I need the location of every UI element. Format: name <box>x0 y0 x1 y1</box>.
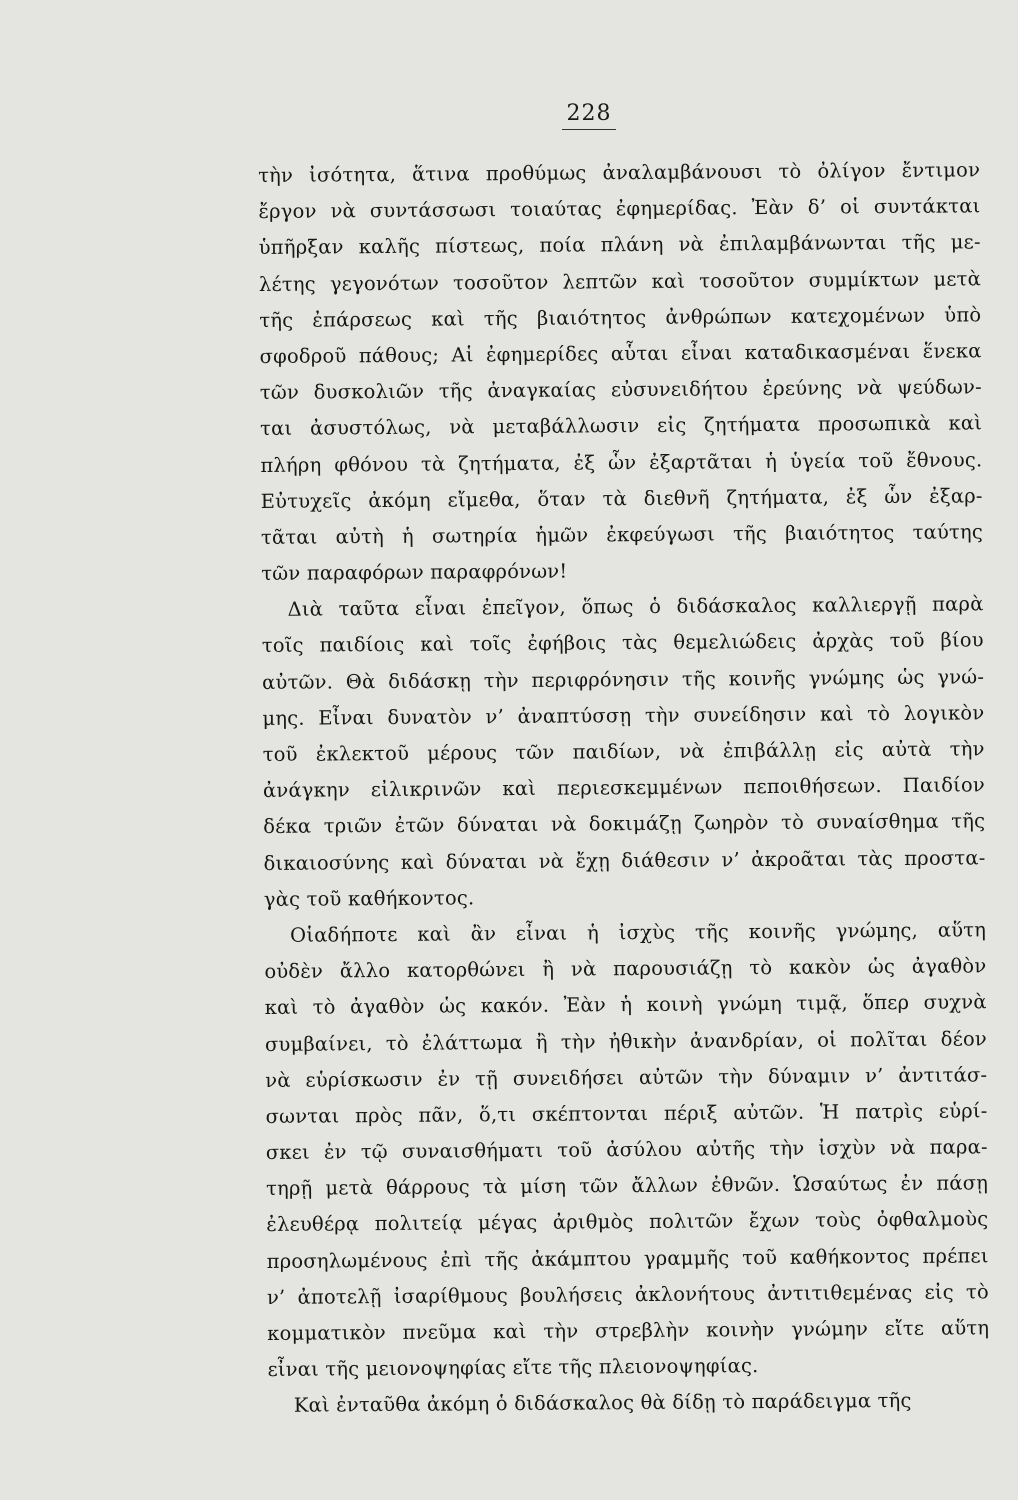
text-line: δέκα τριῶν ἐτῶν δύναται νὰ δοκιμάζῃ ζωηρὸν τὸ συναίσθημα τῆς <box>263 809 986 839</box>
page-header <box>560 100 618 130</box>
text-line: τῶν παραφόρων παραφρόνων! <box>261 559 568 586</box>
text-line: πλήρη φθόνου τὰ ζητήματα, ἐξ ὧν ἐξαρτᾶται ἡ ὑγεία τοῦ ἔθνους. <box>260 447 983 477</box>
text-line: τὴν ἰσότητα, ἅτινα προθύμως ἀναλαμβάνουσι τὸ ὀλίγον ἔντιμον <box>258 158 981 187</box>
text-line: σφοδροῦ πάθους; Αἱ ἐφημερίδες αὗται εἶναι καταδικασμέναι ἕνεκα <box>259 339 982 368</box>
text-line: δικαιοσύνης καὶ δύναται νὰ ἔχῃ διάθεσιν ν’ ἀκροᾶται τὰς προστα- <box>263 845 986 875</box>
text-line: σκει ἐν τῷ συναισθήματι τοῦ ἀσύλου αὐτῆς τὴν ἰσχὺν νὰ παρα- <box>265 1135 988 1165</box>
paragraph <box>258 152 983 592</box>
page-number-underline <box>562 129 616 130</box>
text-line: τᾶται αὐτὴ ἡ σωτηρία ἡμῶν ἐκφεύγωσι τῆς βιαιότητος ταύτης <box>260 520 984 549</box>
body-text <box>258 152 990 1424</box>
text-line: τηρῇ μετὰ θάρρους τὰ μίση τῶν ἄλλων ἐθνῶν. Ὡσαύτως ἐν πάσῃ <box>266 1171 989 1201</box>
text-line: ἔργον νὰ συντάσσωσι τοιαύτας ἐφημερίδας. Ἐὰν δ’ οἱ συντάκται <box>258 194 981 224</box>
paragraph <box>268 1383 990 1425</box>
text-line: ται ἀσυστόλως, νὰ μεταβάλλωσιν εἰς ζητήματα προσωπικὰ καὶ <box>260 411 983 441</box>
text-line: εἶναι τῆς μειονοψηφίας εἴτε τῆς πλειονοψηφίας. <box>267 1354 759 1382</box>
text-line: Οἱαδήποτε καὶ ἂν εἶναι ἡ ἰσχὺς τῆς κοινῆς γνώμης, αὕτη <box>290 918 987 947</box>
text-line: τῶν δυσκολιῶν τῆς ἀναγκαίας εὐσυνειδήτου ἐρεύνης νὰ ψεύδων- <box>259 375 982 405</box>
text-line: κομματικὸν πνεῦμα καὶ τὴν στρεβλὴν κοινὴν γνώμην εἴτε αὕτη <box>267 1316 990 1345</box>
text-line: ἀνάγκην εἰλικρινῶν καὶ περιεσκεμμένων πεποιθήσεων. Παιδίον <box>262 773 986 803</box>
text-line: ν’ ἀποτελῇ ἰσαρίθμους βουλήσεις ἀκλονήτους ἀντιτιθεμένας εἰς τὸ <box>266 1280 990 1309</box>
text-line: Διὰ ταῦτα εἶναι ἐπεῖγον, ὅπως ὁ διδάσκαλος καλλιεργῇ παρὰ <box>287 592 984 622</box>
text-line: καὶ τὸ ἀγαθὸν ὡς κακόν. Ἐὰν ἡ κοινὴ γνώμη τιμᾷ, ὅπερ συχνὰ <box>264 990 987 1020</box>
text-line: ἐλευθέρᾳ πολιτείᾳ μέγας ἀριθμὸς πολιτῶν ἔχων τοὺς ὀφθαλμοὺς <box>266 1207 989 1237</box>
text-line: μης. Εἶναι δυνατὸν ν’ ἀναπτύσσῃ τὴν συνείδησιν καὶ τὸ λογικὸν <box>262 701 985 730</box>
text-line: προσηλωμένους ἐπὶ τῆς ἀκάμπτου γραμμῆς τοῦ καθήκοντος πρέπει <box>266 1243 989 1273</box>
paragraph <box>264 912 990 1388</box>
text-line: σωνται πρὸς πᾶν, ὅ,τι σκέπτονται πέριξ αὐτῶν. Ἡ πατρὶς εὑρί- <box>265 1099 988 1128</box>
text-line: οὐδὲν ἄλλο κατορθώνει ἢ νὰ παρουσιάζῃ τὸ κακὸν ὡς ἀγαθὸν <box>264 954 987 984</box>
paragraph <box>261 587 986 918</box>
text-line: νὰ εὑρίσκωσιν ἐν τῇ συνειδήσει αὐτῶν τὴν δύναμιν ν’ ἀντιτάσ- <box>265 1062 988 1092</box>
text-line: ὑπῆρξαν καλῆς πίστεως, ποία πλάνη νὰ ἐπιλαμβάνωνται τῆς με- <box>258 230 981 260</box>
text-line: αὐτῶν. Θὰ διδάσκῃ τὴν περιφρόνησιν τῆς κοινῆς γνώμης ὡς γνώ- <box>262 664 985 694</box>
text-line: συμβαίνει, τὸ ἐλάττωμα ἢ τὴν ἠθικὴν ἀνανδρίαν, οἱ πολῖται δέον <box>264 1026 988 1056</box>
text-line: τοῖς παιδίοις καὶ τοῖς ἐφήβοις τὰς θεμελιώδεις ἀρχὰς τοῦ βίου <box>261 628 984 658</box>
text-line: τῆς ἐπάρσεως καὶ τῆς βιαιότητος ἀνθρώπων κατεχομένων ὑπὸ <box>259 303 982 332</box>
text-line: Καὶ ἐνταῦθα ἀκόμη ὁ διδάσκαλος θὰ δίδῃ τὸ παράδειγμα τῆς <box>293 1389 912 1418</box>
text-line: Εὐτυχεῖς ἀκόμη εἴμεθα, ὅταν τὰ διεθνῆ ζητήματα, ἐξ ὧν ἐξαρ- <box>260 484 983 513</box>
text-line: τοῦ ἐκλεκτοῦ μέρους τῶν παιδίων, νὰ ἐπιβάλλῃ εἰς αὐτὰ τὴν <box>262 737 985 766</box>
page-number: 228 <box>566 101 612 126</box>
text-line: γὰς τοῦ καθήκοντος. <box>263 886 475 911</box>
text-line: λέτης γεγονότων τοσοῦτον λεπτῶν καὶ τοσοῦτον συμμίκτων μετὰ <box>258 266 982 296</box>
